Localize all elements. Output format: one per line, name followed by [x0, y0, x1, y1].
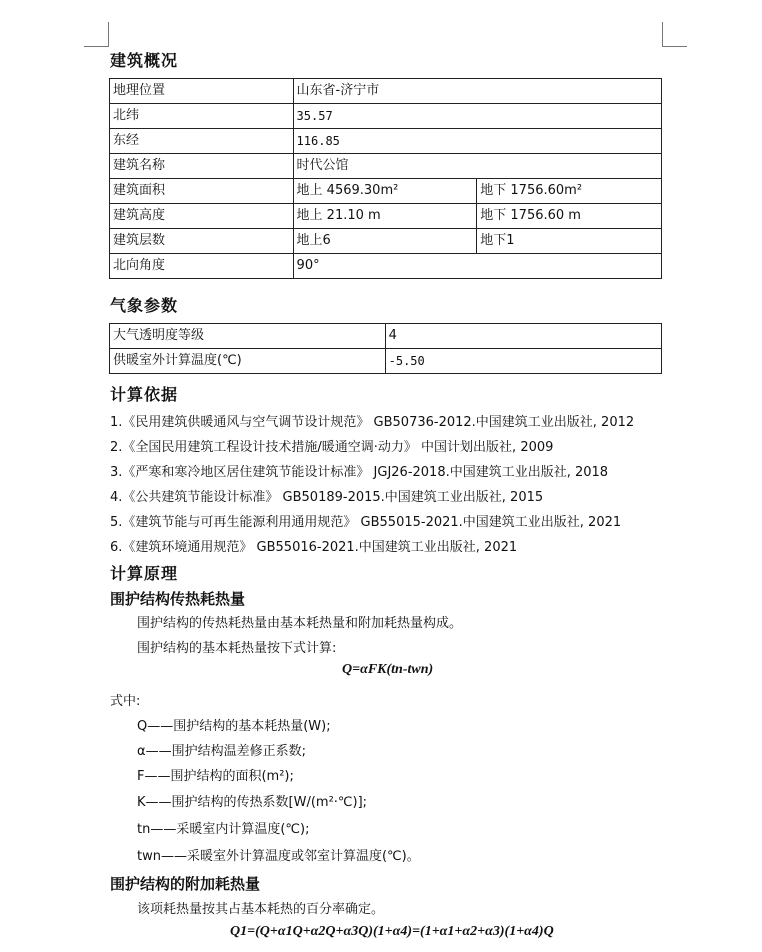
- formula-basic-heat-loss: [342, 662, 433, 678]
- table-row: [110, 104, 662, 129]
- list-item: 1.《民用建筑供暖通风与空气调节设计规范》 GB50736-2012.中国建筑工业出版社, 2012: [110, 415, 635, 430]
- cell-value: 116.85: [293, 129, 661, 154]
- subheading-transfer-heat-loss: 围护结构传热耗热量: [110, 590, 246, 608]
- cell-value: 山东省-济宁市: [293, 79, 661, 104]
- formula-text: Q1=(Q+α1Q+α2Q+α3Q)(1+α4)=(1+α1+α2+α3)(1+α4)Q: [230, 924, 554, 939]
- cell-value: 35.57: [293, 104, 661, 129]
- cell-label: 建筑名称: [110, 154, 294, 179]
- cell-label: 建筑高度: [110, 204, 294, 229]
- paragraph: 围护结构的传热耗热量由基本耗热量和附加耗热量构成。: [137, 616, 463, 631]
- table-row: [110, 349, 662, 374]
- weather-parameters-table: [109, 323, 662, 374]
- cell-value: 4: [385, 324, 661, 349]
- list-item: tn——采暖室内计算温度(℃);: [137, 822, 310, 837]
- section-title-weather: 气象参数: [110, 296, 179, 315]
- table-row: [110, 254, 662, 279]
- table-row: [110, 79, 662, 104]
- where-label: 式中:: [110, 694, 141, 709]
- list-item: 4.《公共建筑节能设计标准》 GB50189-2015.中国建筑工业出版社, 2015: [110, 490, 544, 505]
- table-row: [110, 154, 662, 179]
- list-item: Q——围护结构的基本耗热量(W);: [137, 719, 331, 734]
- formula-additional-heat-loss: [230, 924, 554, 940]
- table-row: [110, 324, 662, 349]
- crop-mark-top-right: [662, 22, 687, 47]
- cell-value: 地下1: [477, 229, 662, 254]
- cell-value: -5.50: [385, 349, 661, 374]
- table-row: [110, 129, 662, 154]
- cell-label: 北纬: [110, 104, 294, 129]
- section-title-principle: 计算原理: [110, 564, 179, 583]
- building-overview-table: [109, 78, 662, 279]
- cell-label: 大气透明度等级: [110, 324, 386, 349]
- list-item: 6.《建筑环境通用规范》 GB55016-2021.中国建筑工业出版社, 2021: [110, 540, 518, 555]
- cell-value: 地下 1756.60m²: [477, 179, 662, 204]
- cell-value: 地上 21.10 m: [293, 204, 477, 229]
- list-item: 2.《全国民用建筑工程设计技术措施/暖通空调·动力》 中国计划出版社, 2009: [110, 440, 554, 455]
- paragraph: 围护结构的基本耗热量按下式计算:: [137, 641, 337, 656]
- cell-label: 建筑面积: [110, 179, 294, 204]
- list-item: 3.《严寒和寒冷地区居住建筑节能设计标准》 JGJ26-2018.中国建筑工业出版社, 2018: [110, 465, 609, 480]
- cell-label: 北向角度: [110, 254, 294, 279]
- table-row: [110, 179, 662, 204]
- list-item: α——围护结构温差修正系数;: [137, 744, 306, 759]
- list-item: K——围护结构的传热系数[W/(m²·℃)];: [137, 795, 368, 810]
- section-title-basis: 计算依据: [110, 385, 179, 404]
- cell-value: 90°: [293, 254, 661, 279]
- list-item: twn——采暖室外计算温度或邻室计算温度(℃)。: [137, 849, 420, 864]
- cell-label: 地理位置: [110, 79, 294, 104]
- table-row: [110, 204, 662, 229]
- table-row: [110, 229, 662, 254]
- paragraph: 该项耗热量按其占基本耗热的百分率确定。: [137, 902, 385, 917]
- cell-value: 地下 1756.60 m: [477, 204, 662, 229]
- cell-value: 地上6: [293, 229, 477, 254]
- crop-mark-top-left: [84, 22, 109, 47]
- cell-label: 供暖室外计算温度(℃): [110, 349, 386, 374]
- formula-text: Q=αFK(tn-twn): [342, 662, 434, 677]
- subheading-additional-heat-loss: 围护结构的附加耗热量: [110, 875, 261, 893]
- list-item: 5.《建筑节能与可再生能源利用通用规范》 GB55015-2021.中国建筑工业出版社, 2021: [110, 515, 622, 530]
- list-item: F——围护结构的面积(m²);: [137, 769, 294, 784]
- cell-label: 建筑层数: [110, 229, 294, 254]
- cell-value: 地上 4569.30m²: [293, 179, 477, 204]
- cell-value: 时代公馆: [293, 154, 661, 179]
- cell-label: 东经: [110, 129, 294, 154]
- section-title-overview: 建筑概况: [110, 51, 179, 70]
